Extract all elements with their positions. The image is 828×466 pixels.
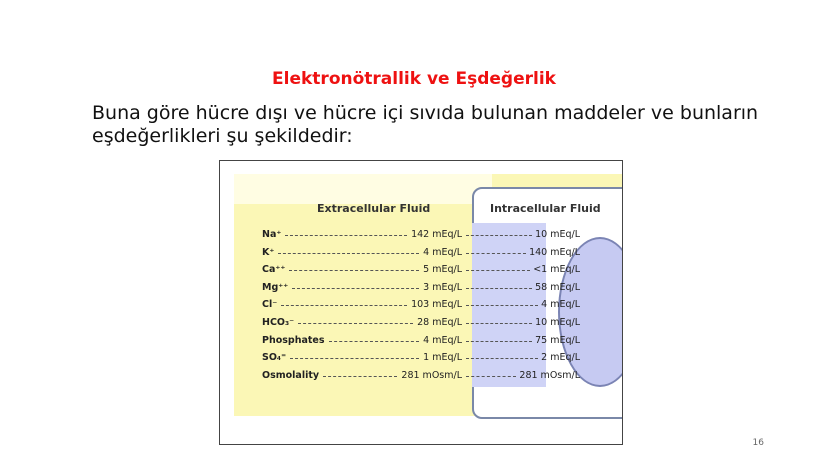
icf-value: 140 mEq/L xyxy=(529,246,580,258)
icf-value: 4 mEq/L xyxy=(541,299,580,311)
solute-name: K⁺ xyxy=(262,246,275,258)
solute-name: SO₄⁼ xyxy=(262,352,287,364)
leader-dashes xyxy=(329,341,419,342)
ecf-value: 5 mEq/L xyxy=(423,264,462,276)
leader-dashes xyxy=(281,305,407,306)
ecf-value: 28 mEq/L xyxy=(417,317,462,328)
ecf-header-band xyxy=(234,174,492,204)
composition-row xyxy=(262,246,580,260)
solute-name: Phosphates xyxy=(262,334,325,346)
composition-row xyxy=(262,334,580,348)
solute-name: Na⁺ xyxy=(262,229,282,240)
leader-dashes xyxy=(466,323,532,324)
leader-dashes xyxy=(466,376,516,377)
icf-value: 10 mEq/L xyxy=(535,229,580,240)
composition-row xyxy=(262,281,580,295)
ecf-value: 4 mEq/L xyxy=(423,334,462,346)
ecf-value: 1 mEq/L xyxy=(423,352,462,364)
solute-name: Osmolality xyxy=(262,369,320,381)
composition-row xyxy=(262,298,580,312)
solute-name: Ca⁺⁺ xyxy=(262,264,286,276)
leader-dashes xyxy=(323,376,397,377)
ecf-value: 103 mEq/L xyxy=(411,299,462,311)
leader-dashes xyxy=(466,358,538,359)
icf-value: <1 mEq/L xyxy=(533,264,580,276)
leader-dashes xyxy=(466,235,532,236)
leader-dashes xyxy=(278,253,419,254)
leader-dashes xyxy=(285,235,407,236)
leader-dashes xyxy=(466,253,526,254)
icf-value: 75 mEq/L xyxy=(535,334,580,346)
leader-dashes xyxy=(466,270,530,271)
icf-value: 281 mOsm/L xyxy=(519,369,580,381)
solute-name: HCO₃⁻ xyxy=(262,317,295,328)
icf-title: Intracellular Fluid xyxy=(490,202,601,215)
composition-row xyxy=(262,228,580,242)
composition-row xyxy=(262,316,580,330)
icf-value: 10 mEq/L xyxy=(535,317,580,328)
page-number: 16 xyxy=(752,438,764,448)
ecf-value: 142 mEq/L xyxy=(411,229,462,240)
solute-name: Mg⁺⁺ xyxy=(262,281,289,293)
icf-value: 58 mEq/L xyxy=(535,281,580,293)
ecf-value: 4 mEq/L xyxy=(423,246,462,258)
leader-dashes xyxy=(466,305,538,306)
composition-row xyxy=(262,263,580,277)
composition-row xyxy=(262,369,580,383)
leader-dashes xyxy=(466,288,532,289)
slide-body-text: Buna göre hücre dışı ve hücre içi sıvıda bulunan maddeler ve bunların eşdeğerlikleri şu şekildedir: xyxy=(92,102,759,147)
ecf-value: 281 mOsm/L xyxy=(401,369,462,381)
solute-name: Cl⁻ xyxy=(262,299,278,311)
icf-value: 2 mEq/L xyxy=(541,352,580,364)
leader-dashes xyxy=(289,270,419,271)
leader-dashes xyxy=(466,341,532,342)
ecf-value: 3 mEq/L xyxy=(423,281,462,293)
leader-dashes xyxy=(298,323,413,324)
ecf-title: Extracellular Fluid xyxy=(317,202,431,215)
leader-dashes xyxy=(290,358,419,359)
fluid-composition-figure xyxy=(219,160,623,445)
composition-row xyxy=(262,351,580,365)
leader-dashes xyxy=(292,288,419,289)
slide-title: Elektronötrallik ve Eşdeğerlik xyxy=(272,69,556,89)
